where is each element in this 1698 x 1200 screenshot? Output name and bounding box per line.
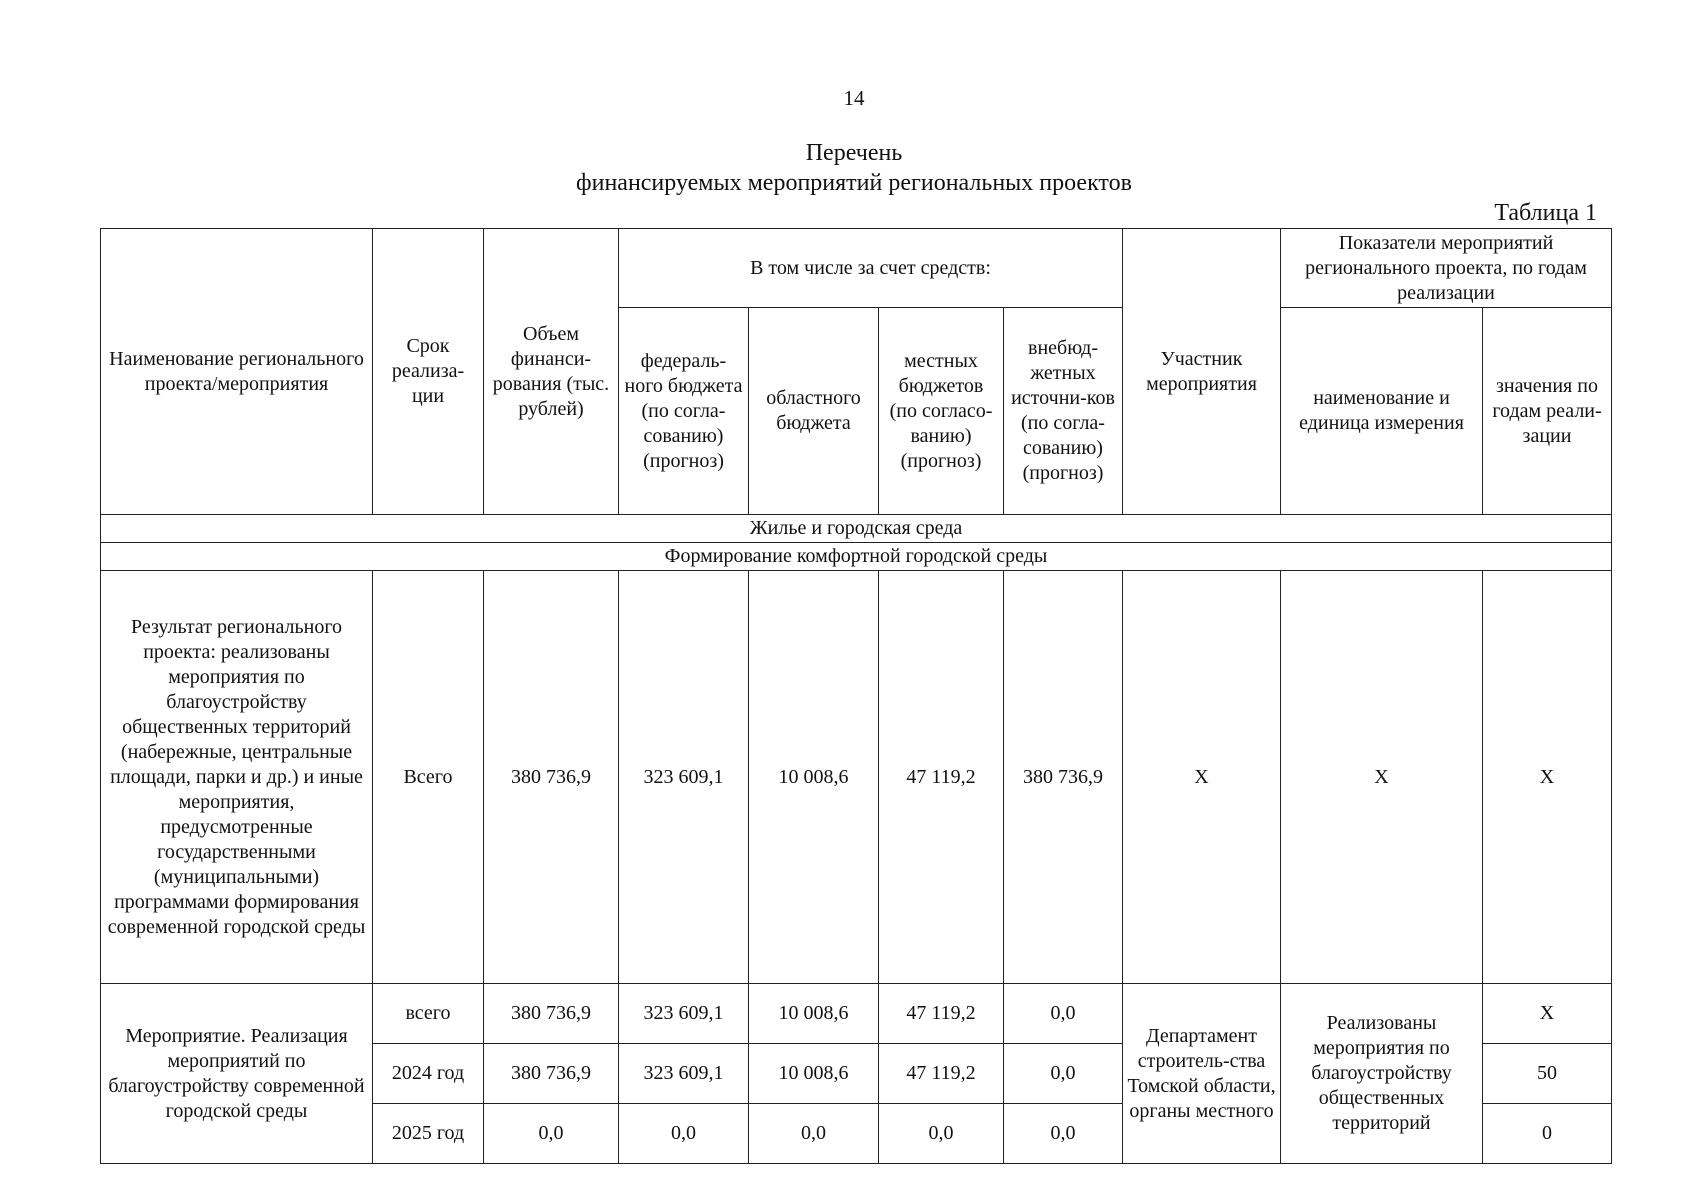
header-extra: внебюд-жетных источни-ков (по согла-сованию) (прогноз): [1004, 308, 1123, 515]
measure-term: 2025 год: [373, 1104, 484, 1164]
table-row: [101, 571, 1612, 984]
header-term: Срок реализа-ции: [373, 229, 484, 515]
header-participant: Участник мероприятия: [1123, 229, 1281, 515]
measure-name: Мероприятие. Реализация мероприятий по благоустройству современной городской среды: [101, 984, 373, 1164]
header-indicator-name: наименование и единица измерения: [1281, 308, 1483, 515]
financing-table: [100, 228, 1612, 1164]
result-extra: 380 736,9: [1004, 571, 1123, 984]
measure-extra: 0,0: [1004, 1104, 1123, 1164]
header-including: В том числе за счет средств:: [619, 229, 1123, 308]
page-number: 14: [843, 86, 865, 110]
measure-volume: 380 736,9: [484, 984, 619, 1044]
document-subtitle: финансируемых мероприятий региональных проектов: [576, 170, 1132, 196]
result-term: Всего: [373, 571, 484, 984]
result-name: Результат регионального проекта: реализованы мероприятия по благоустройству общественных территорий (набережные, центральные площади, парки и др.) и иные мероприятия, предусмотренные государственными (муниципальными) программами формирования современной городской среды: [101, 571, 373, 984]
section-national: Жилье и городская среда: [101, 515, 1612, 543]
measure-local: 47 119,2: [879, 984, 1004, 1044]
result-regional: 10 008,6: [749, 571, 879, 984]
measure-value: 50: [1483, 1044, 1612, 1104]
table-label: Таблица 1: [1494, 200, 1597, 226]
header-indicators: Показатели мероприятий регионального проекта, по годам реализации: [1281, 229, 1612, 308]
measure-term: 2024 год: [373, 1044, 484, 1104]
measure-federal: 323 609,1: [619, 984, 749, 1044]
measure-indicator-name: Реализованы мероприятия по благоустройству общественных территорий: [1281, 984, 1483, 1164]
measure-value: 0: [1483, 1104, 1612, 1164]
result-indicator-name: X: [1281, 571, 1483, 984]
measure-extra: 0,0: [1004, 1044, 1123, 1104]
result-local: 47 119,2: [879, 571, 1004, 984]
header-name: Наименование регионального проекта/мероприятия: [101, 229, 373, 515]
measure-volume: 380 736,9: [484, 1044, 619, 1104]
header-local: местных бюджетов (по согласо-ванию) (прогноз): [879, 308, 1004, 515]
measure-local: 0,0: [879, 1104, 1004, 1164]
measure-value: X: [1483, 984, 1612, 1044]
measure-regional: 10 008,6: [749, 1044, 879, 1104]
measure-federal: 0,0: [619, 1104, 749, 1164]
measure-participant: Департамент строитель-ства Томской области, органы местного: [1123, 984, 1281, 1164]
measure-federal: 323 609,1: [619, 1044, 749, 1104]
header-volume: Объем финанси-рования (тыс. рублей): [484, 229, 619, 515]
measure-regional: 10 008,6: [749, 984, 879, 1044]
measure-extra: 0,0: [1004, 984, 1123, 1044]
header-federal: федераль-ного бюджета (по согла-сованию) (прогноз): [619, 308, 749, 515]
measure-volume: 0,0: [484, 1104, 619, 1164]
result-participant: X: [1123, 571, 1281, 984]
result-indicator-value: X: [1483, 571, 1612, 984]
result-federal: 323 609,1: [619, 571, 749, 984]
result-volume: 380 736,9: [484, 571, 619, 984]
header-indicator-values: значения по годам реали-зации: [1483, 308, 1612, 515]
header-regional: областного бюджета: [749, 308, 879, 515]
table-row: [101, 984, 1612, 1044]
section-regional: Формирование комфортной городской среды: [101, 543, 1612, 571]
measure-term: всего: [373, 984, 484, 1044]
measure-local: 47 119,2: [879, 1044, 1004, 1104]
document-title: Перечень: [805, 140, 903, 166]
measure-regional: 0,0: [749, 1104, 879, 1164]
